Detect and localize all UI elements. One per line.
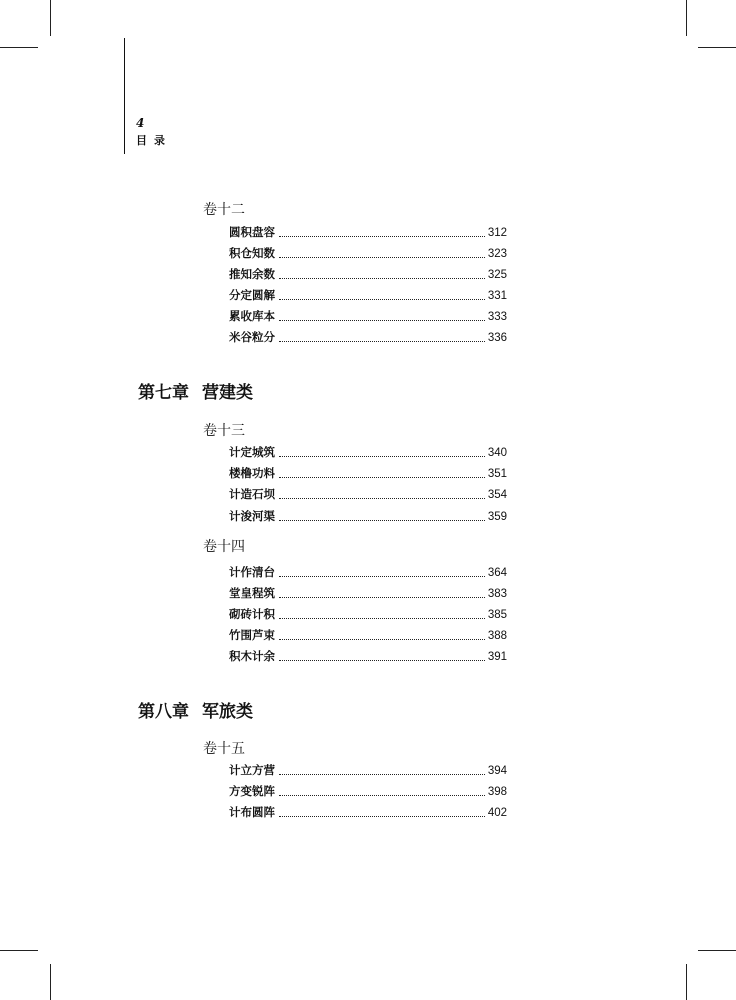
- toc-entry[interactable]: [229, 224, 507, 240]
- toc-entry-page: 340: [487, 447, 507, 459]
- toc-entry-page: 331: [487, 290, 507, 302]
- toc-entry-title: 累收库本: [229, 309, 275, 323]
- toc-entry-page: 359: [487, 511, 507, 523]
- toc-entry-title: 计造石坝: [229, 487, 275, 501]
- toc-entry-page: 394: [487, 765, 507, 777]
- toc-entry[interactable]: [229, 627, 507, 643]
- dot-leader: [279, 298, 485, 300]
- toc-entry-page: 388: [487, 630, 507, 642]
- toc-entry-title: 计立方营: [229, 763, 275, 777]
- toc-entry-title: 计布圆阵: [229, 805, 275, 819]
- dot-leader: [279, 519, 485, 521]
- toc-entry[interactable]: [229, 329, 507, 345]
- dot-leader: [279, 638, 485, 640]
- dot-leader: [279, 596, 485, 598]
- toc-entry-title: 计作清台: [229, 565, 275, 579]
- dot-leader: [279, 773, 485, 775]
- toc-entry-title: 米谷粒分: [229, 330, 275, 344]
- toc-entry-page: 323: [487, 248, 507, 260]
- toc-entry-title: 竹围芦束: [229, 628, 275, 642]
- toc-entry-page: 402: [487, 807, 507, 819]
- chapter-heading: [138, 697, 253, 722]
- chapter-number: 第八章: [138, 702, 189, 722]
- chapter-number: 第七章: [138, 383, 189, 403]
- dot-leader: [279, 256, 485, 258]
- toc-entry[interactable]: [229, 762, 507, 778]
- page-number: 4: [136, 116, 145, 130]
- crop-mark-bottom-left-horizontal: [0, 950, 38, 951]
- toc-entry[interactable]: [229, 287, 507, 303]
- toc-entry-title: 方变锐阵: [229, 784, 275, 798]
- crop-mark-top-right-vertical: [686, 0, 687, 36]
- toc-entry-page: 312: [487, 227, 507, 239]
- dot-leader: [279, 319, 485, 321]
- toc-entry[interactable]: [229, 648, 507, 664]
- toc-entry-title: 圆积盘容: [229, 225, 275, 239]
- dot-leader: [279, 277, 485, 279]
- crop-mark-top-left-vertical: [50, 0, 51, 36]
- toc-entry-title: 堂皇程筑: [229, 586, 275, 600]
- dot-leader: [279, 617, 485, 619]
- toc-entry-page: 336: [487, 332, 507, 344]
- toc-entry-page: 333: [487, 311, 507, 323]
- dot-leader: [279, 575, 485, 577]
- toc-entry-page: 351: [487, 468, 507, 480]
- volume-heading: 卷十三: [203, 423, 245, 439]
- toc-entry-title: 计定城筑: [229, 445, 275, 459]
- toc-entry-page: 364: [487, 567, 507, 579]
- dot-leader: [279, 794, 485, 796]
- dot-leader: [279, 455, 485, 457]
- toc-entry[interactable]: [229, 508, 507, 524]
- crop-mark-bottom-left-vertical: [50, 964, 51, 1000]
- toc-entry-title: 积木计余: [229, 649, 275, 663]
- toc-entry-page: 398: [487, 786, 507, 798]
- crop-mark-top-left-horizontal: [0, 47, 38, 48]
- toc-entry-title: 分定圆解: [229, 288, 275, 302]
- chapter-name: 军旅类: [202, 702, 253, 722]
- toc-entry[interactable]: [229, 804, 507, 820]
- toc-entry[interactable]: [229, 444, 507, 460]
- volume-heading: 卷十四: [203, 539, 245, 555]
- dot-leader: [279, 340, 485, 342]
- toc-entry-title: 楼橹功料: [229, 466, 275, 480]
- crop-mark-bottom-right-vertical: [686, 964, 687, 1000]
- toc-entry[interactable]: [229, 585, 507, 601]
- toc-entry[interactable]: [229, 266, 507, 282]
- header-rule: [124, 38, 125, 154]
- toc-entry-page: 391: [487, 651, 507, 663]
- toc-entry-title: 推知余数: [229, 267, 275, 281]
- crop-mark-bottom-right-horizontal: [698, 950, 736, 951]
- toc-entry[interactable]: [229, 564, 507, 580]
- chapter-heading: [138, 378, 253, 403]
- dot-leader: [279, 476, 485, 478]
- toc-entry-title: 积仓知数: [229, 246, 275, 260]
- toc-entry-title: 计浚河渠: [229, 509, 275, 523]
- toc-entry-page: 383: [487, 588, 507, 600]
- dot-leader: [279, 497, 485, 499]
- toc-entry[interactable]: [229, 465, 507, 481]
- dot-leader: [279, 235, 485, 237]
- toc-entry[interactable]: [229, 245, 507, 261]
- running-head: 目录: [136, 134, 172, 147]
- toc-entry-page: 325: [487, 269, 507, 281]
- dot-leader: [279, 815, 485, 817]
- crop-mark-top-right-horizontal: [698, 47, 736, 48]
- volume-heading: 卷十二: [203, 202, 245, 218]
- toc-entry[interactable]: [229, 606, 507, 622]
- dot-leader: [279, 659, 485, 661]
- toc-entry[interactable]: [229, 783, 507, 799]
- toc-entry-page: 354: [487, 489, 507, 501]
- toc-entry[interactable]: [229, 486, 507, 502]
- toc-entry-page: 385: [487, 609, 507, 621]
- toc-entry-title: 砌砖计积: [229, 607, 275, 621]
- volume-heading: 卷十五: [203, 741, 245, 757]
- toc-entry[interactable]: [229, 308, 507, 324]
- chapter-name: 营建类: [202, 383, 253, 403]
